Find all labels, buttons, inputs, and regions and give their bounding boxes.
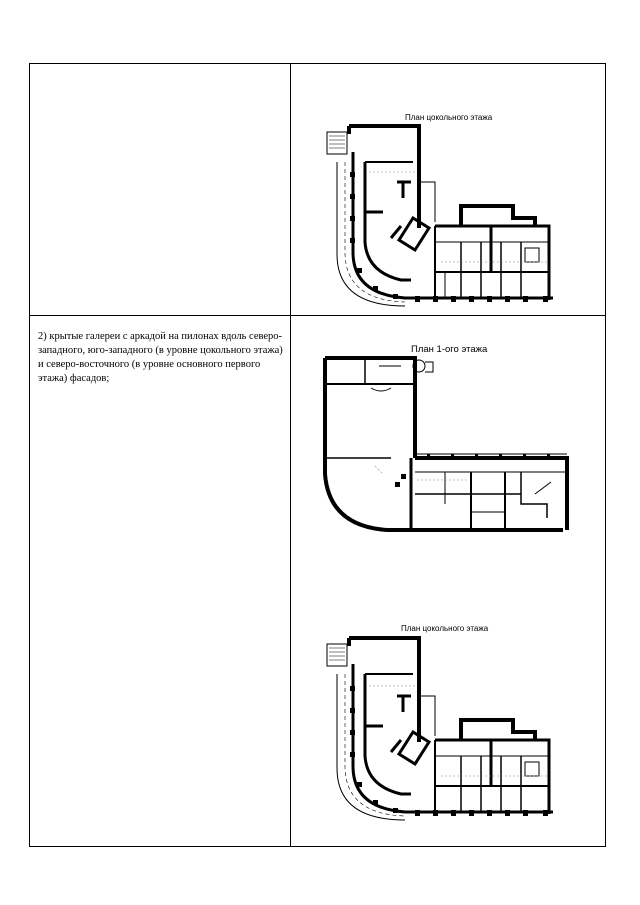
first-floor-plan-drawing bbox=[321, 354, 571, 532]
document-table bbox=[29, 63, 606, 847]
row1-right-cell bbox=[291, 64, 606, 316]
row2-right-cell bbox=[291, 316, 606, 847]
table-row bbox=[30, 64, 606, 316]
row2-description: 2) крытые галереи с аркадой на пилонах вдоль северо-западного, юго-западного (в уровне цокольного этажа) и северо-восточного (в уровне основного первого этажа) фасадов; bbox=[38, 331, 283, 384]
plan-title: План цокольного этажа bbox=[401, 624, 489, 633]
row1-description bbox=[30, 64, 290, 78]
row2-left-cell bbox=[30, 316, 291, 847]
table-row bbox=[30, 316, 606, 847]
plan-title: План цокольного этажа bbox=[405, 113, 493, 122]
basement-floor-plan-drawing bbox=[321, 634, 561, 822]
row1-left-cell bbox=[30, 64, 291, 316]
basement-floor-plan-drawing bbox=[321, 122, 561, 307]
plan-title: План 1-ого этажа bbox=[411, 344, 488, 355]
